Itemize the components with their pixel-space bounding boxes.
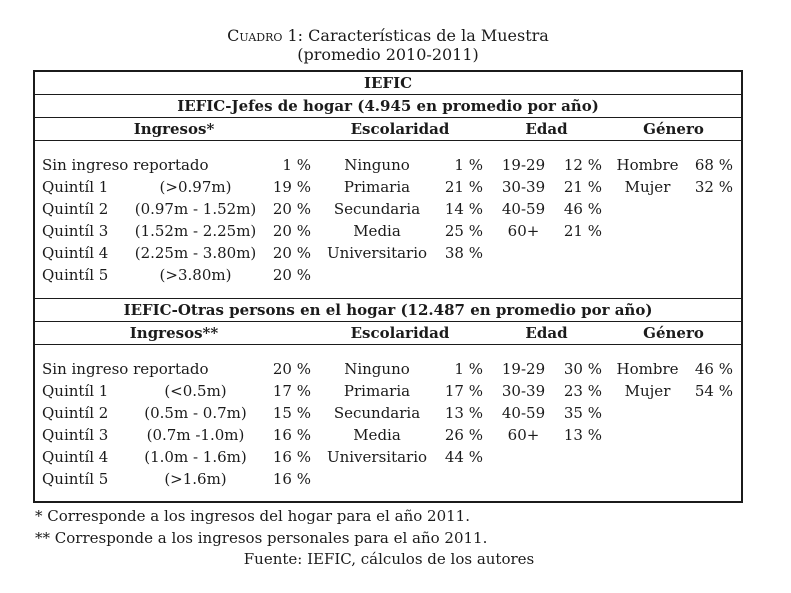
edad-row-label: 19-29	[501, 156, 546, 174]
ingresos-row-label: Quintíl 2	[42, 200, 109, 218]
ingresos-row	[35, 380, 313, 402]
column-header-escolaridad: Escolaridad	[350, 324, 450, 342]
column-header-escolaridad: Escolaridad	[350, 120, 450, 138]
ingresos-row	[35, 446, 313, 468]
footnote-personales: ** Corresponde a los ingresos personales para el año 2011.	[35, 528, 488, 547]
ingresos-row-range: (1.52m - 2.25m)	[134, 222, 257, 240]
edad-row-label: 60+	[507, 222, 540, 240]
ingresos-row-percent: 20 %	[272, 200, 311, 218]
ingresos-row	[35, 358, 313, 380]
column-header-genero: Género	[643, 324, 704, 342]
ingresos-row-label: Quintíl 1	[42, 382, 109, 400]
genero-row-label: Mujer	[624, 178, 671, 196]
column-header-ingresos: Ingresos*	[133, 120, 215, 138]
genero-row	[606, 358, 741, 380]
escolaridad-row-percent: 25 %	[444, 222, 483, 240]
caption-subtitle: (promedio 2010-2011)	[297, 45, 479, 64]
ingresos-row-range: (0.7m -1.0m)	[146, 426, 245, 444]
ingresos-row-percent: 16 %	[272, 470, 311, 488]
genero-row-percent: 68 %	[694, 156, 733, 174]
ingresos-row-percent: 17 %	[272, 382, 311, 400]
ingresos-row-range: (2.25m - 3.80m)	[134, 244, 257, 262]
ingresos-row	[35, 424, 313, 446]
ingresos-row-label: Quintíl 4	[42, 244, 109, 262]
escolaridad-row	[313, 402, 487, 424]
escolaridad-row-label: Universitario	[326, 244, 428, 262]
section-2-data	[35, 345, 741, 501]
footnotes	[35, 506, 743, 571]
edad-row-label: 30-39	[501, 178, 546, 196]
edad-row-percent: 35 %	[563, 404, 602, 422]
edad-row-percent: 46 %	[563, 200, 602, 218]
edad-row	[487, 358, 606, 380]
escolaridad-row-label: Ninguno	[344, 156, 410, 174]
section-1-header: IEFIC-Jefes de hogar (4.945 en promedio por año)	[35, 95, 741, 118]
escolaridad-row-percent: 14 %	[444, 200, 483, 218]
escolaridad-row-percent: 1 %	[454, 360, 483, 378]
edad-row-percent: 21 %	[563, 178, 602, 196]
ingresos-row-label: Sin ingreso reportado	[42, 156, 209, 174]
ingresos-row-percent: 20 %	[272, 266, 311, 284]
footnote-hogar: * Corresponde a los ingresos del hogar para el año 2011.	[35, 507, 470, 525]
column-header-genero: Género	[643, 120, 704, 138]
edad-row	[487, 198, 606, 220]
ingresos-row-percent: 19 %	[272, 178, 311, 196]
ingresos-row-label: Sin ingreso reportado	[42, 360, 209, 378]
escolaridad-row	[313, 198, 487, 220]
section-2-column-headers	[35, 322, 741, 345]
edad-row-percent: 21 %	[563, 222, 602, 240]
ingresos-row	[35, 402, 313, 424]
edad-row-percent: 12 %	[563, 156, 602, 174]
edad-row-percent: 23 %	[563, 382, 602, 400]
escolaridad-row-percent: 21 %	[444, 178, 483, 196]
genero-row-label: Hombre	[616, 360, 679, 378]
escolaridad-row	[313, 242, 487, 264]
genero-row	[606, 380, 741, 402]
escolaridad-row	[313, 220, 487, 242]
ingresos-row-range	[130, 358, 261, 380]
table-caption	[33, 26, 743, 64]
caption-label: Cuadro 1:	[227, 26, 304, 45]
caption-line-1	[33, 26, 743, 45]
edad-row	[487, 380, 606, 402]
edad-row	[487, 402, 606, 424]
section-1-column-headers	[35, 118, 741, 141]
edad-row-label: 40-59	[501, 404, 546, 422]
genero-row	[606, 154, 741, 176]
edad-row-percent: 13 %	[563, 426, 602, 444]
ingresos-row-label: Quintíl 4	[42, 448, 109, 466]
ingresos-row-percent: 20 %	[272, 244, 311, 262]
ingresos-row	[35, 468, 313, 490]
ingresos-row	[35, 220, 313, 242]
escolaridad-row	[313, 176, 487, 198]
genero-row-percent: 32 %	[694, 178, 733, 196]
escolaridad-row	[313, 424, 487, 446]
edad-row-label: 60+	[507, 426, 540, 444]
source-line: Fuente: IEFIC, cálculos de los autores	[243, 550, 535, 568]
section-2-header: IEFIC-Otras persons en el hogar (12.487 en promedio por año)	[35, 299, 741, 322]
ingresos-row-range: (0.5m - 0.7m)	[144, 404, 247, 422]
ingresos-row-label: Quintíl 3	[42, 426, 109, 444]
ingresos-row-percent: 16 %	[272, 426, 311, 444]
edad-row	[487, 154, 606, 176]
ingresos-row-range: (>3.80m)	[159, 266, 232, 284]
genero-row	[606, 176, 741, 198]
edad-row	[487, 220, 606, 242]
ingresos-row	[35, 242, 313, 264]
ingresos-row-label: Quintíl 2	[42, 404, 109, 422]
escolaridad-row-label: Media	[353, 426, 401, 444]
ingresos-row-range	[130, 154, 261, 176]
ingresos-row-percent: 1 %	[282, 156, 311, 174]
escolaridad-row-label: Media	[353, 222, 401, 240]
ingresos-row-label: Quintíl 3	[42, 222, 109, 240]
edad-row-label: 19-29	[501, 360, 546, 378]
escolaridad-row-percent: 13 %	[444, 404, 483, 422]
escolaridad-row-percent: 44 %	[444, 448, 483, 466]
escolaridad-row-percent: 26 %	[444, 426, 483, 444]
ingresos-row-range: (1.0m - 1.6m)	[144, 448, 247, 466]
edad-row-label: 30-39	[501, 382, 546, 400]
escolaridad-row-percent: 17 %	[444, 382, 483, 400]
ingresos-row-range: (>1.6m)	[164, 470, 227, 488]
escolaridad-column	[313, 154, 487, 264]
escolaridad-row	[313, 154, 487, 176]
genero-row-percent: 54 %	[694, 382, 733, 400]
column-header-edad: Edad	[525, 120, 568, 138]
ingresos-row-range: (>0.97m)	[159, 178, 232, 196]
ingresos-row	[35, 264, 313, 286]
edad-row-percent: 30 %	[563, 360, 602, 378]
column-header-edad: Edad	[525, 324, 568, 342]
escolaridad-row-percent: 38 %	[444, 244, 483, 262]
ingresos-row-range: (0.97m - 1.52m)	[134, 200, 257, 218]
ingresos-row-label: Quintíl 1	[42, 178, 109, 196]
ingresos-row	[35, 176, 313, 198]
edad-column	[487, 154, 606, 242]
ingresos-row-label: Quintíl 5	[42, 470, 109, 488]
escolaridad-row	[313, 446, 487, 468]
caption-title: Características de la Muestra	[308, 26, 549, 45]
characteristics-table	[33, 70, 743, 503]
ingresos-row	[35, 198, 313, 220]
escolaridad-column	[313, 358, 487, 468]
ingresos-row-percent: 20 %	[272, 222, 311, 240]
genero-row-label: Hombre	[616, 156, 679, 174]
edad-row	[487, 424, 606, 446]
escolaridad-row	[313, 380, 487, 402]
edad-row	[487, 176, 606, 198]
escolaridad-row-label: Secundaria	[333, 404, 421, 422]
ingresos-row-label: Quintíl 5	[42, 266, 109, 284]
ingresos-row-percent: 16 %	[272, 448, 311, 466]
edad-column	[487, 358, 606, 446]
edad-row-label: 40-59	[501, 200, 546, 218]
escolaridad-row-label: Ninguno	[344, 360, 410, 378]
column-header-ingresos: Ingresos**	[129, 324, 219, 342]
ingresos-row-percent: 20 %	[272, 360, 311, 378]
genero-row-percent: 46 %	[694, 360, 733, 378]
ingresos-column	[35, 358, 313, 490]
escolaridad-row-label: Secundaria	[333, 200, 421, 218]
genero-column	[606, 358, 741, 402]
table-main-header: IEFIC	[35, 72, 741, 95]
genero-row-label: Mujer	[624, 382, 671, 400]
ingresos-column	[35, 154, 313, 286]
genero-column	[606, 154, 741, 198]
ingresos-row-percent: 15 %	[272, 404, 311, 422]
ingresos-row-range: (<0.5m)	[164, 382, 227, 400]
escolaridad-row	[313, 358, 487, 380]
escolaridad-row-label: Universitario	[326, 448, 428, 466]
escolaridad-row-percent: 1 %	[454, 156, 483, 174]
section-1-data	[35, 141, 741, 299]
escolaridad-row-label: Primaria	[343, 178, 411, 196]
ingresos-row	[35, 154, 313, 176]
escolaridad-row-label: Primaria	[343, 382, 411, 400]
